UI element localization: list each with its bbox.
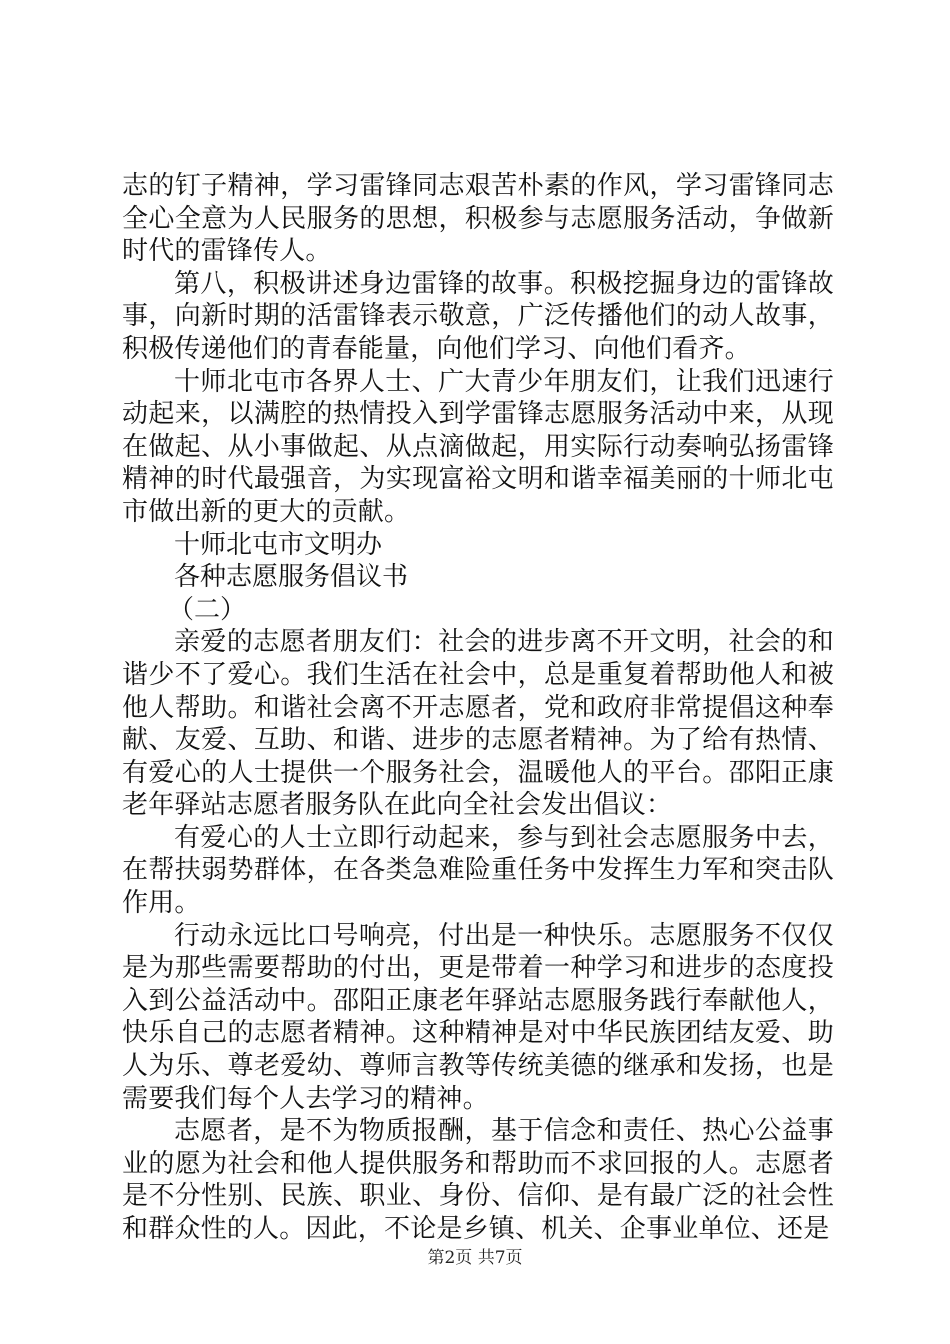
paragraph-volunteer-definition: 志愿者，是不为物质报酬，基于信念和责任、热心公益事业的愿为社会和他人提供服务和帮助而不求回报的人。志愿者是不分性别、民族、职业、身份、信仰、是有最广泛的社会性和群众性的人。因此，不论是乡镇、机关、企事业单位、还是 xyxy=(122,1116,834,1244)
signature: 十师北屯市文明办 xyxy=(174,529,383,560)
paragraph-continuation: 志的钉子精神，学习雷锋同志艰苦朴素的作风，学习雷锋同志全心全意为人民服务的思想，积极参与志愿服务活动，争做新时代的雷锋传人。 xyxy=(122,171,834,267)
section-title: 各种志愿服务倡议书 xyxy=(174,562,409,593)
paragraph-appeal: 十师北屯市各界人士、广大青少年朋友们，让我们迅速行动起来，以满腔的热情投入到学雷锋志愿服务活动中来，从现在做起、从小事做起、从点滴做起，用实际行动奏响弘扬雷锋精神的时代最强音，为实现富裕文明和谐幸福美丽的十师北屯市做出新的更大的贡献。 xyxy=(122,366,834,527)
paragraph-action-louder: 行动永远比口号响亮，付出是一种快乐。志愿服务不仅仅是为那些需要帮助的付出，更是带着一种学习和进步的态度投入到公益活动中。邵阳正康老年驿站志愿服务践行奉献他人，快乐自己的志愿者精神。这种精神是对中华民族团结友爱、助人为乐、尊老爱幼、尊师言教等传统美德的继承和发扬，也是需要我们每个人去学习的精神。 xyxy=(122,920,834,1114)
paragraph-greeting: 亲爱的志愿者朋友们：社会的进步离不开文明，社会的和谐少不了爱心。我们生活在社会中，总是重复着帮助他人和被他人帮助。和谐社会离不开志愿者，党和政府非常提倡这种奉献、友爱、互助、和谐、进步的志愿者精神。为了给有热情、有爱心的人士提供一个服务社会，温暖他人的平台。邵阳正康老年驿站志愿者服务队在此向全社会发出倡议： xyxy=(122,627,834,821)
paragraph-eighth-point: 第八，积极讲述身边雷锋的故事。积极挖掘身边的雷锋故事，向新时期的活雷锋表示敬意，广泛传播他们的动人故事，积极传递他们的青春能量，向他们学习、向他们看齐。 xyxy=(122,268,834,364)
document-body xyxy=(122,170,834,1246)
page-footer: 第2页 共7页 xyxy=(427,1248,523,1268)
section-number: （二） xyxy=(168,594,247,625)
paragraph-call-to-action: 有爱心的人士立即行动起来，参与到社会志愿服务中去，在帮扶弱势群体，在各类急难险重任务中发挥生力军和突击队作用。 xyxy=(122,822,834,919)
